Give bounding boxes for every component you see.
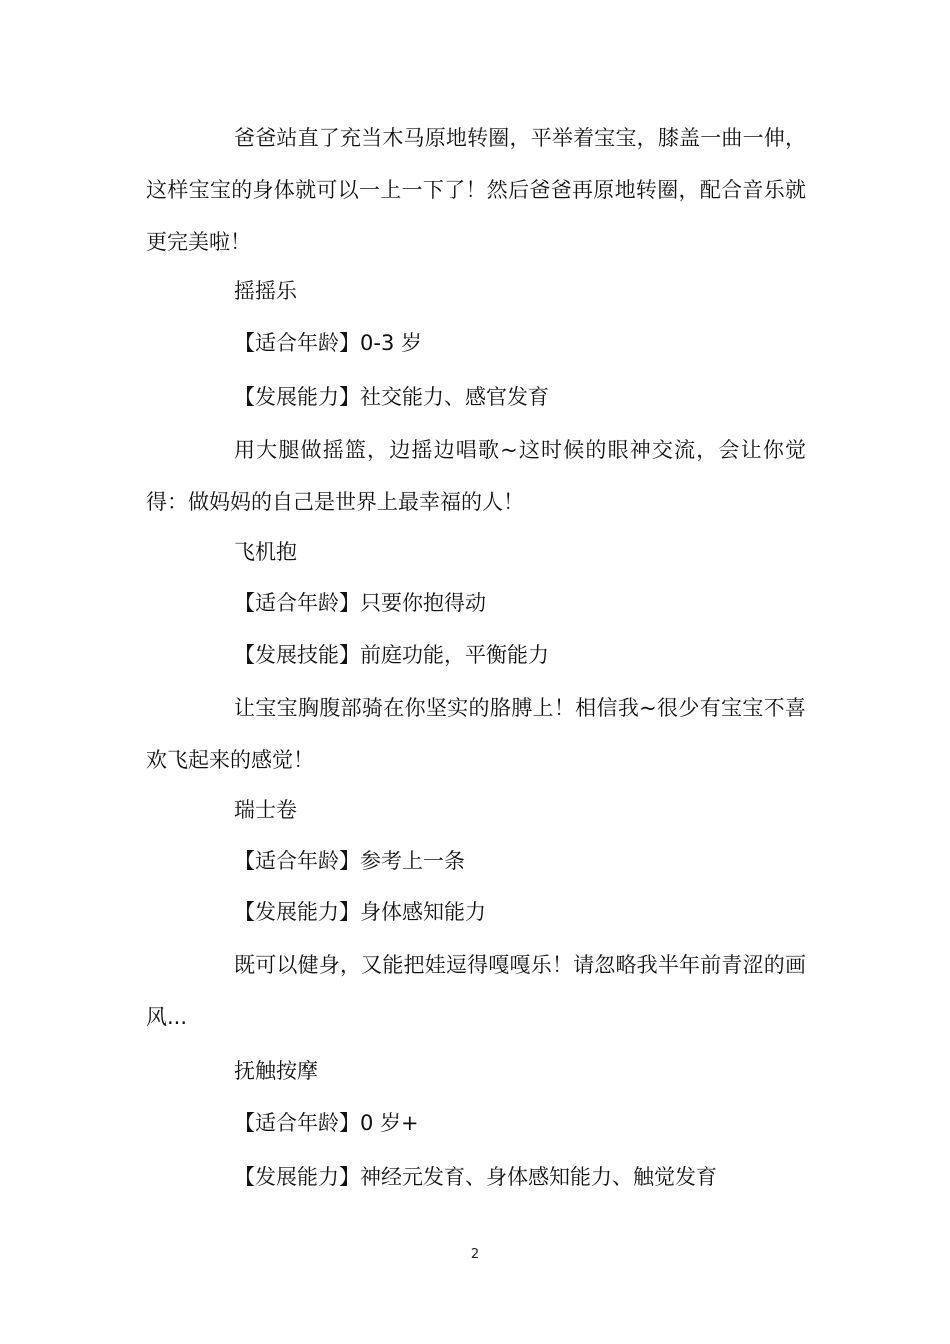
age-line-yaoyaole: 【适合年龄】0-3 岁 xyxy=(234,331,422,355)
paragraph-airplane: 让宝宝胸腹部骑在你坚实的胳膊上！相信我~很少有宝宝不喜欢飞起来的感觉！ xyxy=(146,696,806,772)
heading-yaoyaole: 摇摇乐 xyxy=(234,279,297,303)
age-line-massage: 【适合年龄】0 岁+ xyxy=(234,1111,419,1135)
heading-ruishijuan: 瑞士卷 xyxy=(234,798,297,822)
age-line-feijibao: 【适合年龄】只要你抱得动 xyxy=(234,591,486,615)
page-number: 2 xyxy=(470,1247,480,1262)
ability-line-ruishijuan: 【发展能力】身体感知能力 xyxy=(234,900,486,924)
ability-line-yaoyaole: 【发展能力】社交能力、感官发育 xyxy=(234,385,549,409)
skill-line-feijibao: 【发展技能】前庭功能，平衡能力 xyxy=(234,643,549,667)
paragraph-cradle: 用大腿做摇篮，边摇边唱歌~这时候的眼神交流，会让你觉得：做妈妈的自己是世界上最幸福的人！ xyxy=(146,438,806,514)
paragraph-swiss-roll: 既可以健身，又能把娃逗得嘎嘎乐！请忽略我半年前青涩的画风... xyxy=(146,953,806,1029)
heading-feijibao: 飞机抱 xyxy=(234,540,297,564)
heading-massage: 抚触按摩 xyxy=(234,1059,318,1083)
age-line-ruishijuan: 【适合年龄】参考上一条 xyxy=(234,849,465,873)
paragraph-dad-horse: 爸爸站直了充当木马原地转圈，平举着宝宝，膝盖一曲一伸，这样宝宝的身体就可以一上一下了！然后爸爸再原地转圈，配合音乐就更完美啦！ xyxy=(146,126,806,254)
ability-line-massage: 【发展能力】神经元发育、身体感知能力、触觉发育 xyxy=(234,1165,717,1189)
